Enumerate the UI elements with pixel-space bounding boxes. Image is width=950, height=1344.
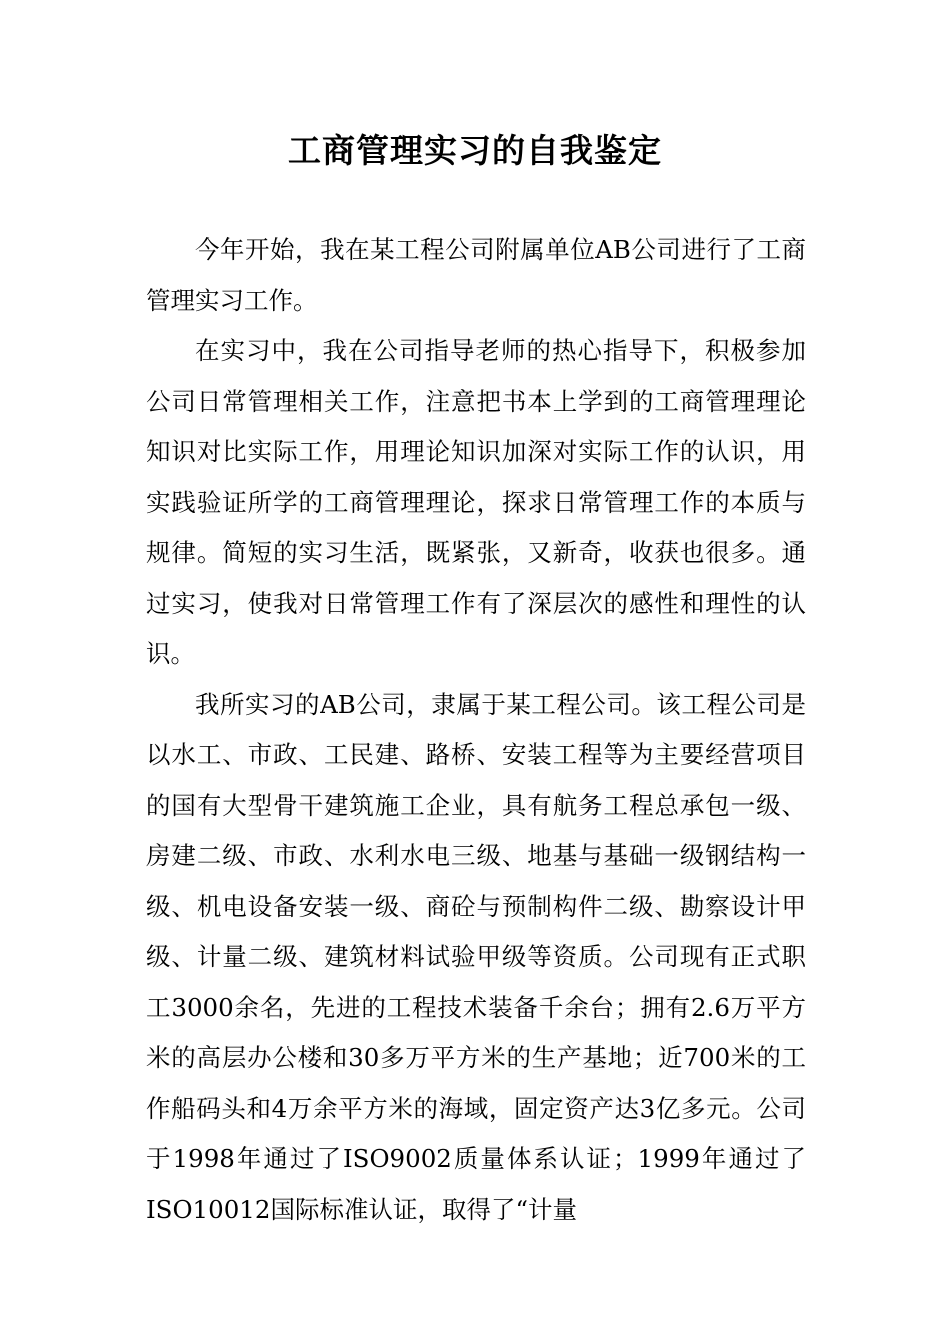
paragraph-intro: 今年开始，我在某工程公司附属单位AB公司进行了工商管理实习工作。 bbox=[146, 235, 806, 315]
document-body bbox=[146, 225, 806, 1235]
document-title: 工商管理实习的自我鉴定 bbox=[288, 131, 662, 170]
paragraph-internship-experience: 在实习中，我在公司指导老师的热心指导下，积极参加公司日常管理相关工作，注意把书本上学到的工商管理理论知识对比实际工作，用理论知识加深对实际工作的认识，用实践验证所学的工商管理理论，探求日常管理工作的本质与规律。简短的实习生活，既紧张，又新奇，收获也很多。通过实习，使我对日常管理工作有了深层次的感性和理性的认识。 bbox=[146, 336, 806, 668]
paragraph-company-profile: 我所实习的AB公司，隶属于某工程公司。该工程公司是以水工、市政、工民建、路桥、安装工程等为主要经营项目的国有大型骨干建筑施工企业，具有航务工程总承包一级、房建二级、市政、水利水电三级、地基与基础一级钢结构一级、机电设备安装一级、商砼与预制构件二级、勘察设计甲级、计量二级、建筑材料试验甲级等资质。公司现有正式职工3000余名，先进的工程技术装备千余台；拥有2.6万平方米的高层办公楼和30多万平方米的生产基地；近700米的工作船码头和4万余平方米的海域，固定资产达3亿多元。公司于1998年通过了ISO9002质量体系认证；1999年通过了ISO10012国际标准认证，取得了“计量 bbox=[146, 689, 806, 1224]
